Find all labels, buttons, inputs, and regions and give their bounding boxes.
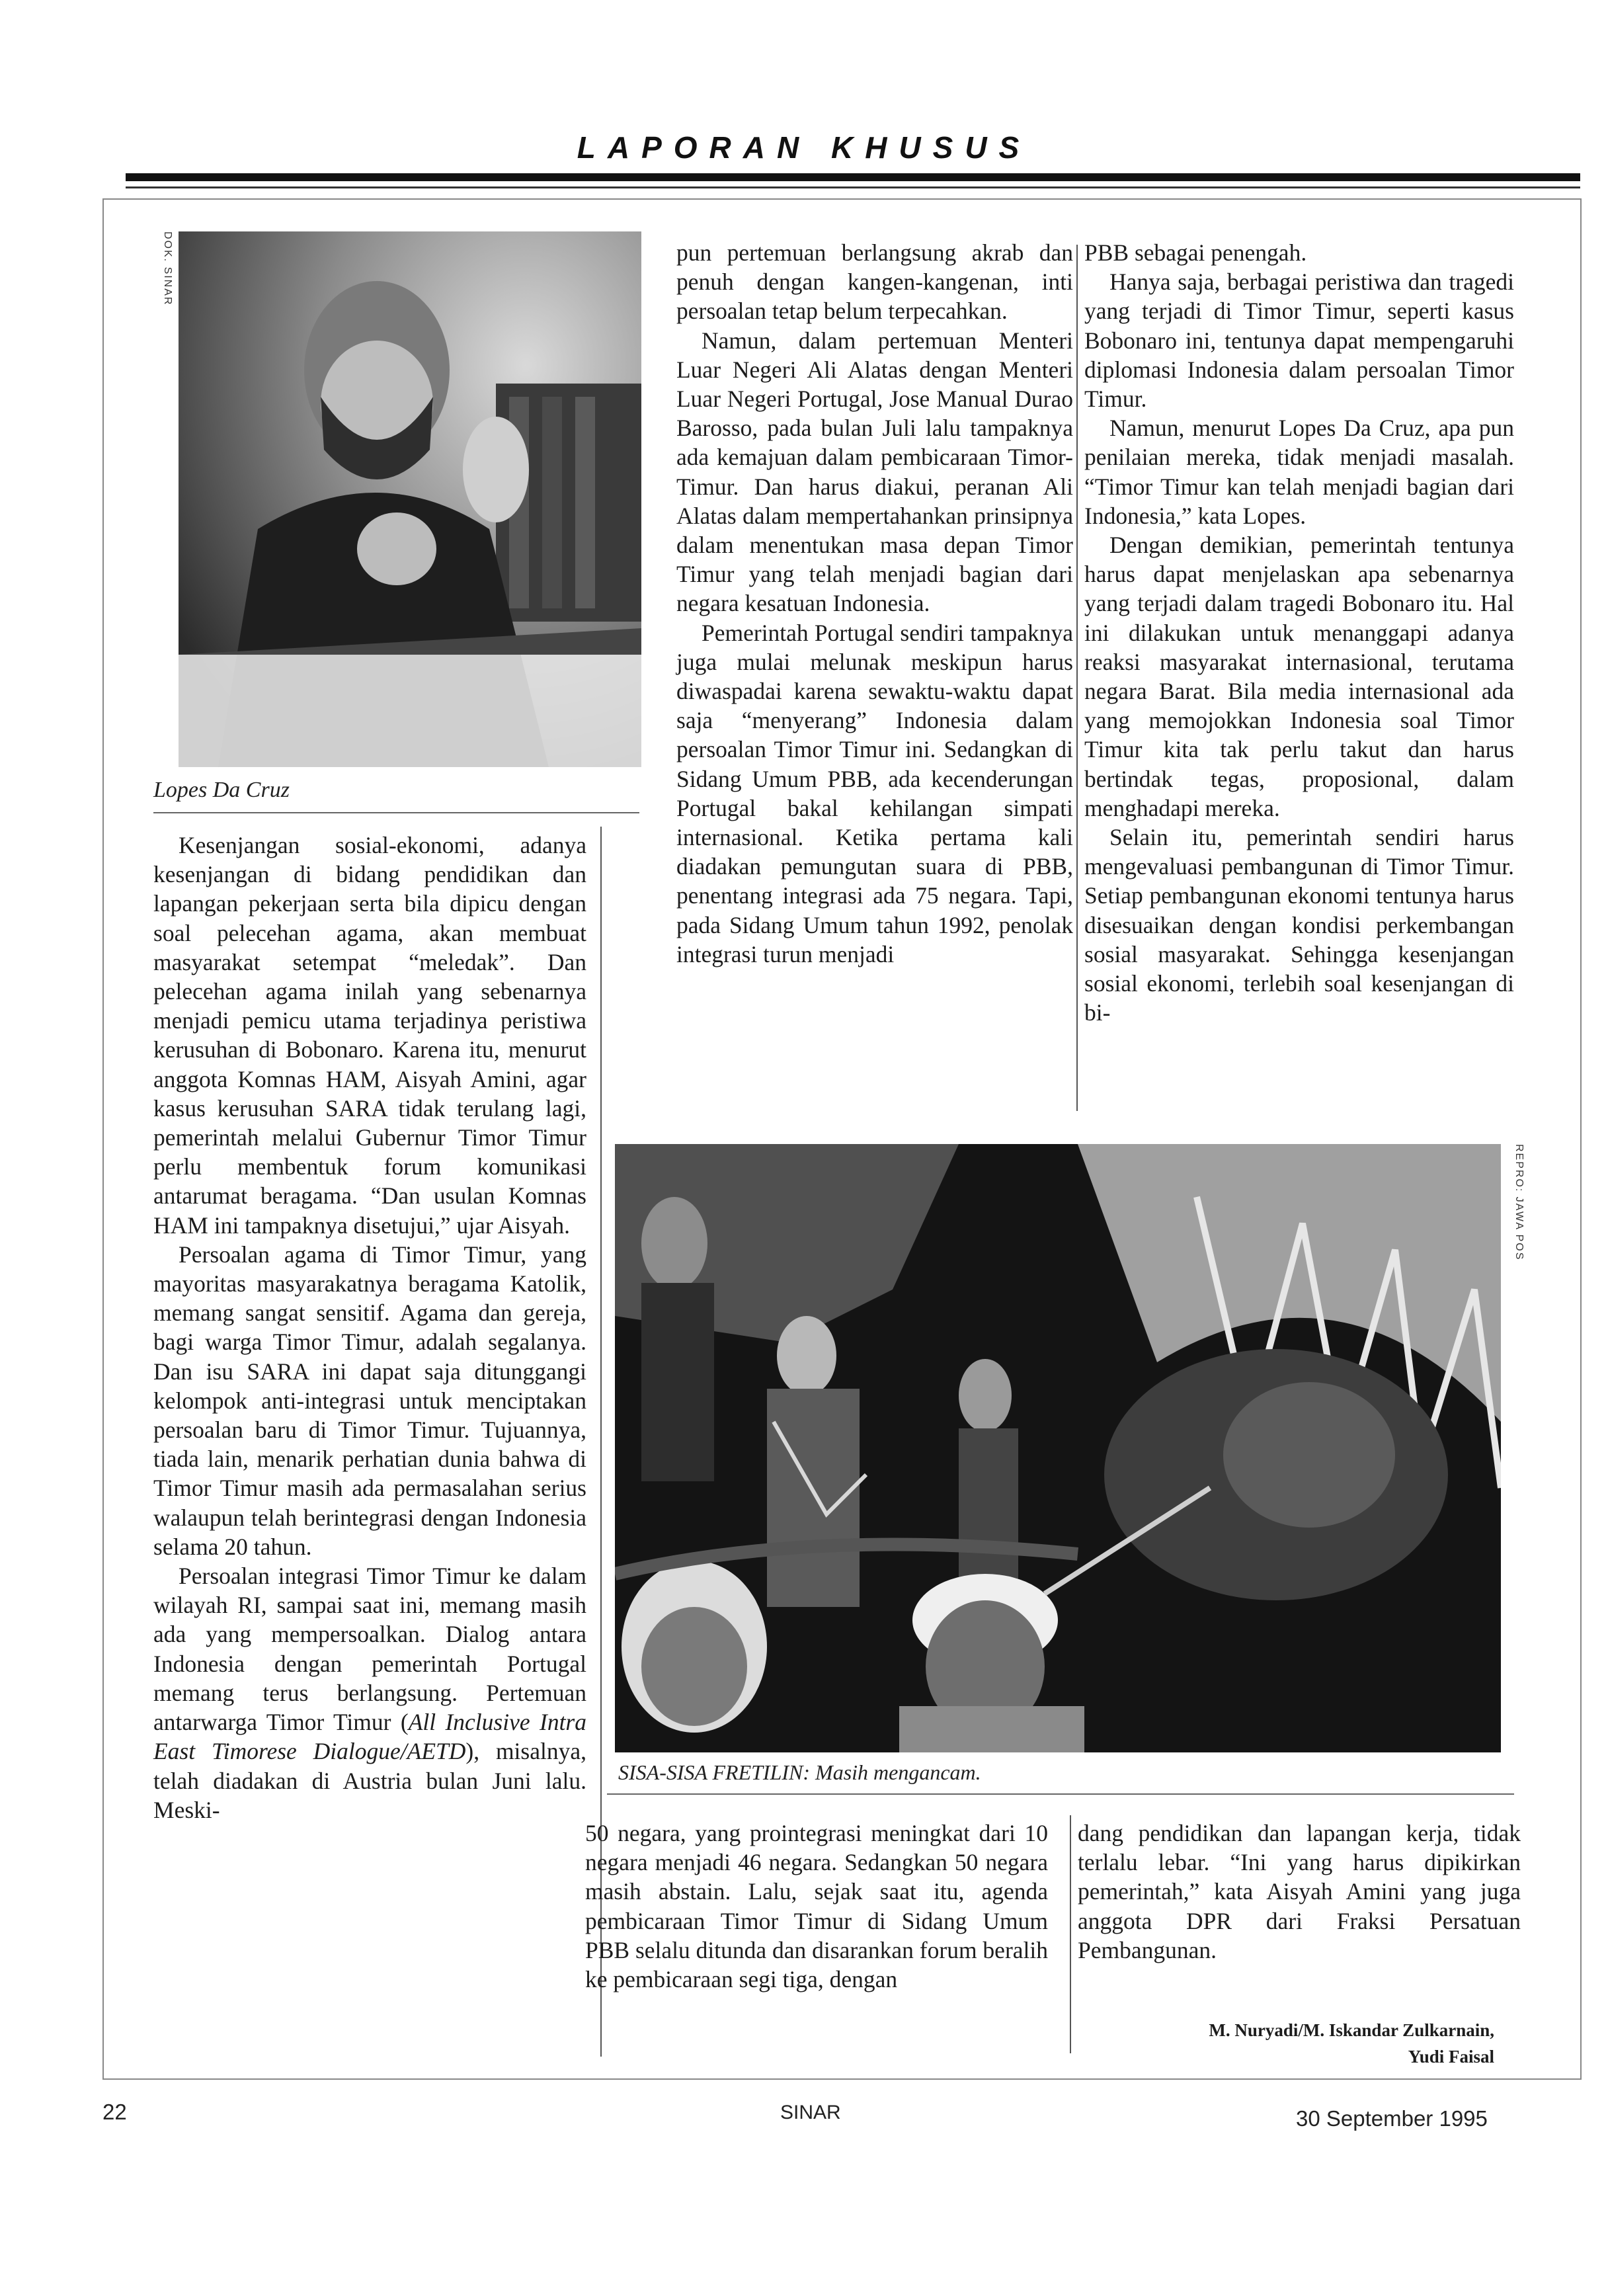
caption-rule: [607, 1793, 1514, 1795]
dialogue-name: All Inclusive Intra East Timorese Dialogue/AETD: [153, 1709, 586, 1765]
article-column-1: [153, 831, 586, 1824]
photo1-credit: DOK. SINAR: [162, 231, 173, 306]
header-rule-thin: [126, 186, 1580, 188]
paragraph: Kesenjangan sosial-ekonomi, adanya kesenjangan di bidang pendidikan dan lapangan pekerjaan serta bila dipicu dengan soal pelecehan agama, akan membuat masyarakat setempat “meledak”. Dan pelecehan agama inilah yang sebenarnya menjadi pemicu utama terjadinya peristiwa kerusuhan di Bobonaro. Karena itu, menurut anggota Komnas HAM, Aisyah Amini, agar kasus kerusuhan SARA tidak terulang lagi, pemerintah melalui Gubernur Timor Timur perlu membentuk forum komunikasi antarumat beragama. “Dan usulan Komnas HAM ini tampaknya disetujui,” ujar Aisyah.: [153, 832, 586, 1239]
paragraph: Namun, menurut Lopes Da Cruz, apa pun penilaian mereka, tidak menjadi masalah. “Timor Timur kan telah menjadi bagian dari Indonesia,” kata Lopes.: [1084, 415, 1514, 529]
paragraph: [153, 1561, 586, 1824]
paragraph: Hanya saja, berbagai peristiwa dan tragedi yang terjadi di Timor Timur, seperti kasus Bobonaro ini, tentunya dapat mempengaruhi diplomasi Indonesia dalam persoalan Timor Timur.: [1084, 268, 1514, 413]
article-column-5: [1078, 1819, 1521, 1965]
paragraph: pun pertemuan berlangsung akrab dan penuh dengan kangen-kangenan, inti persoalan tetap belum terpecahkan.: [676, 239, 1073, 325]
portrait-image: [179, 231, 641, 767]
photo-lopes-da-cruz: [179, 231, 641, 767]
photo2-credit: REPRO: JAWA POS: [1513, 1144, 1525, 1261]
paragraph: 50 negara, yang prointegrasi meningkat dari 10 negara menjadi 46 negara. Sedangkan 50 negara masih abstain. Lalu, sejak saat itu, agenda pembicaraan Timor Timur di Sidang Umum PBB selalu ditunda dan disarankan forum beralih ke pembicaraan segi tiga, dengan: [585, 1820, 1048, 1993]
byline-authors: M. Nuryadi/M. Iskandar Zulkarnain,: [1209, 2020, 1494, 2040]
column-divider: [1070, 1815, 1071, 2053]
publication-date: 30 September 1995: [1296, 2106, 1488, 2131]
paragraph: PBB sebagai penengah.: [1084, 239, 1307, 266]
caption-rule: [153, 812, 639, 813]
header-rule: [126, 173, 1580, 181]
byline-authors-2: Yudi Faisal: [1408, 2047, 1494, 2067]
paragraph: Selain itu, pemerintah sendiri harus mengevaluasi pembangunan di Timor Timur. Setiap pembangunan ekonomi tentunya harus disesuaikan dengan kondisi perkembangan sosial masyarakat. Sehingga kesenjangan sosial ekonomi, terlebih soal kesenjangan di bi-: [1084, 824, 1514, 1026]
publication-name: SINAR: [780, 2102, 841, 2123]
column-divider: [1076, 245, 1078, 1111]
text-run: ), misalnya, telah diadakan di Austria bulan Juni lalu. Meski-: [153, 1738, 586, 1823]
article-column-2: [676, 238, 1073, 969]
paragraph: Dengan demikian, pemerintah tentunya harus dapat menjelaskan apa sebenarnya yang terjadi dalam tragedi Bobonaro itu. Hal ini dilakukan untuk menanggapi adanya reaksi masyarakat internasional, terutama negara Barat. Bila media internasional ada yang memojokkan Indonesia soal Timor Timur kita tak perlu takut dan harus bertindak tegas, proposional, dalam menghadapi mereka.: [1084, 532, 1514, 821]
byline: [1177, 2017, 1494, 2070]
photo-fretilin: [615, 1144, 1501, 1752]
fretilin-image: [615, 1144, 1501, 1752]
paragraph: dang pendidikan dan lapangan kerja, tidak terlalu lebar. “Ini yang harus dipikirkan pemerintah,” kata Aisyah Amini yang juga anggota DPR dari Fraksi Persatuan Pembangunan.: [1078, 1820, 1521, 1963]
article-column-4: [585, 1819, 1048, 1994]
photo1-caption: Lopes Da Cruz: [153, 778, 290, 802]
paragraph: Namun, dalam pertemuan Menteri Luar Negeri Ali Alatas dengan Menteri Luar Negeri Portugal, Jose Manual Durao Barosso, pada bulan Juli lalu tampaknya ada kemajuan dalam pembicaraan Timor-Timur. Dan harus diakui, peranan Ali Alatas dalam mempertahankan prinsipnya dalam menentukan masa depan Timor Timur yang telah menjadi bagian dari negara kesatuan Indonesia.: [676, 327, 1073, 617]
paragraph: Pemerintah Portugal sendiri tampaknya juga mulai melunak meskipun harus diwaspadai karena sewaktu-waktu dapat saja “menyerang” Indonesia dalam persoalan Timor Timur ini. Sedangkan di Sidang Umum PBB, ada kecenderungan Portugal bakal kehilangan simpati internasional. Ketika pertama kali diadakan pemungutan suara di PBB, penentang integrasi ada 75 negara. Tapi, pada Sidang Umum tahun 1992, penolak integrasi turun menjadi: [676, 619, 1073, 967]
text-run: Persoalan integrasi Timor Timur ke dalam wilayah RI, sampai saat ini, memang masih ada yang mempersoalkan. Dialog antara Indonesia dengan pemerintah Portugal memang terus berlangsung. Pertemuan antarwarga Timor Timur (: [153, 1563, 586, 1736]
paragraph: Persoalan agama di Timor Timur, yang mayoritas masyarakatnya beragama Katolik, memang sangat sensitif. Agama dan gereja, bagi warga Timor Timur, adalah segalanya. Dan isu SARA ini dapat saja ditunggangi kelompok anti-integrasi untuk menciptakan persoalan baru di Timor Timur. Tujuannya, tiada lain, menarik perhatian dunia bahwa di Timor Timur masih ada permasalahan serius walaupun telah berintegrasi dengan Indonesia selama 20 tahun.: [153, 1241, 586, 1560]
page-number: 22: [102, 2100, 127, 2124]
article-column-3: [1084, 238, 1514, 1027]
section-title: LAPORAN KHUSUS: [577, 130, 1031, 165]
photo2-caption: SISA-SISA FRETILIN: Masih mengancam.: [618, 1760, 981, 1784]
